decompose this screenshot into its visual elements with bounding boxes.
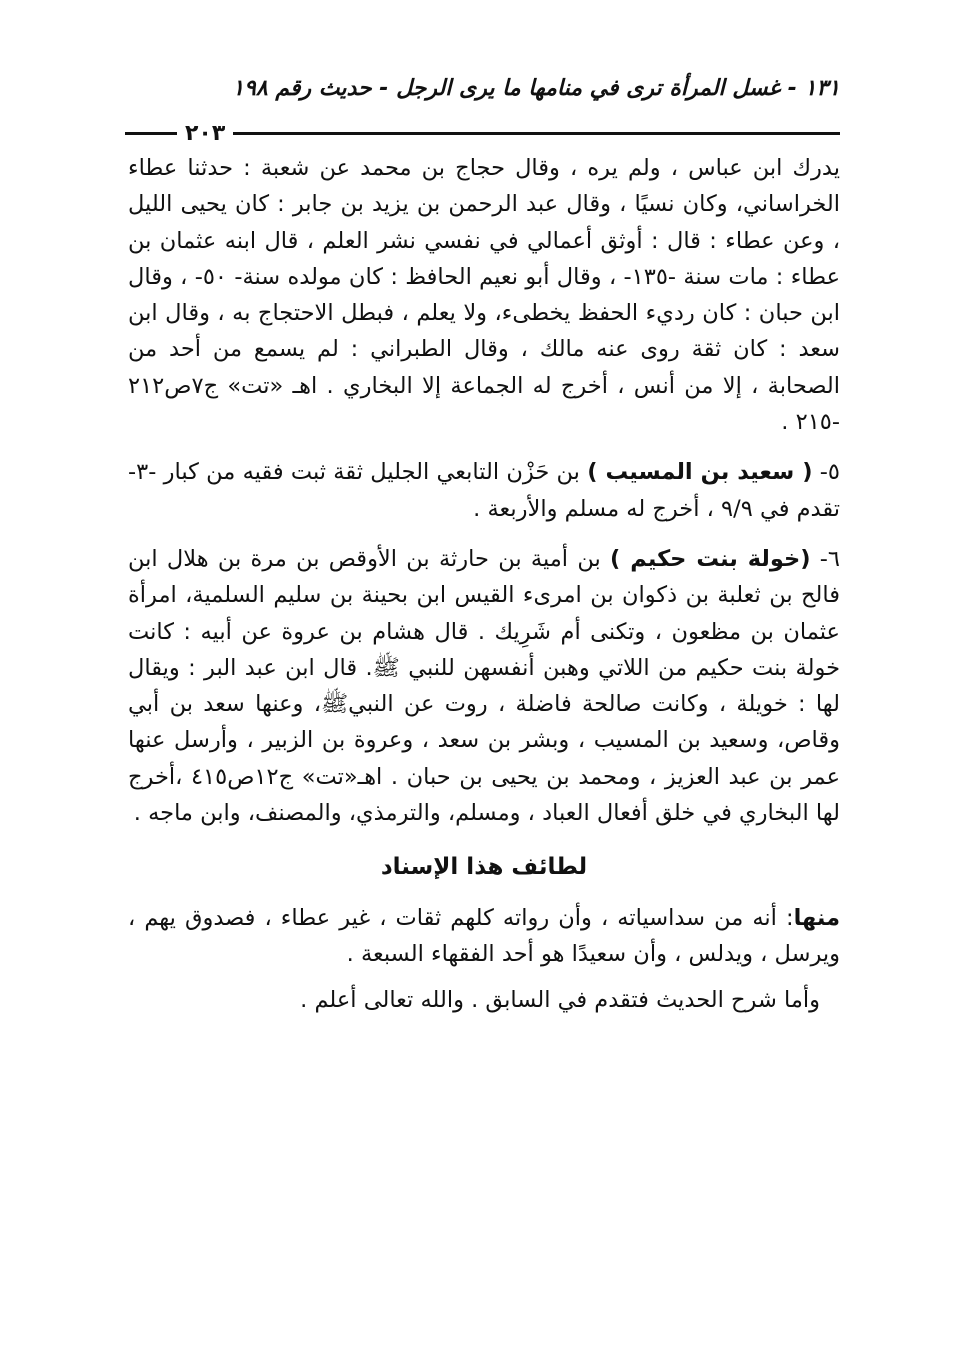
narrator-name: (خولة بنت حكيم ) <box>610 545 811 572</box>
paragraph-closing <box>128 982 840 1018</box>
paragraph-said-ibn-musayyib <box>128 454 840 527</box>
section-heading: لطائف هذا الإسناد <box>380 854 588 881</box>
text-run: : أنه من سداسياته ، وأن رواته كلهم ثقات ، غير عطاء ، فصدوق يهم ، ويرسل ، ويدلس ، وأن سعيدًا هو أحد الفقهاء السبعة . <box>128 904 840 967</box>
paragraph-ata-biography <box>128 150 840 440</box>
running-title: ١٣١ - غسل المرأة ترى في منامها ما يرى الرجل - حديث رقم ١٩٨ <box>232 76 840 101</box>
text-run: بن أمية بن حارثة بن الأوقص بن مرة بن هلال ابن فالح بن ثعلبة بن ذكوان بن امرىء القيس ابن بحينة بن سليم السلمية، امرأة عثمان بن مظعون ، وتكنى أم شَرِيك . قال هشام بن عروة عن أبيه : كانت خولة بنت حكيم من اللاتي وهبن أنفسهن للنبي ﷺ. قال ابن عبد البر : ويقال لها : خويلة ، وكانت صالحة فاضلة ، روت عن النبيﷺ، وعنها سعد بن أبي وقاص، وسعيد بن المسيب ، وبشر بن سعد ، وعروة بن الزبير ، وأرسل عنها عمر بن عبد العزيز ، ومحمد بن يحيى بن حبان . اهـ«تت» ج١٢ص٤١٥ ،أخرج لها البخاري في خلق أفعال العباد ، ومسلم، والترمذي، والمصنف، وابن ماجه . <box>128 545 840 827</box>
paragraph-khawla-bint-hakim <box>128 541 840 831</box>
narrator-name: ( سعيد بن المسيب ) <box>587 459 813 486</box>
page-header <box>125 74 840 146</box>
text-run: يدرك ابن عباس ، ولم يره ، وقال حجاج بن محمد عن شعبة : حدثنا عطاء الخراساني، وكان نسيًا ، وقال عبد الرحمن بن يزيد بن جابر : كان يحيى الليل ، وعن عطاء : قال : أوثق أعمالي في نفسي نشر العلم ، قال ابنه عثمان بن عطاء : مات سنة -١٣٥- ، وقال أبو نعيم الحافظ : كان مولده سنة- ٥٠- ، وقال ابن حبان : كان رديء الحفظ يخطىء، ولا يعلم ، فبطل الاحتجاج به ، وقال ابن سعد : كان ثقة روى عنه مالك ، وقال الطبراني : لم يسمع من أحد من الصحابة ، إلا من أنس ، أخرج له الجماعة إلا البخاري . اهـ «تت» ج٧ص٢١٢ -٢١٥ . <box>128 155 841 436</box>
page-number: ٢٠٣ <box>177 121 233 146</box>
text-run: ٥- <box>812 459 840 486</box>
text-run: وأما شرح الحديث فتقدم في السابق . والله تعالى أعلم . <box>300 987 820 1014</box>
text-run: ٦- <box>810 545 840 572</box>
paragraph-benefits <box>128 900 840 973</box>
benefit-label: منها <box>793 904 840 931</box>
text-run: بن حَزْن التابعي الجليل ثقة ثبت فقيه من كبار -٣- تقدم في ٩/٩ ، أخرج له مسلم والأربعة . <box>128 459 840 522</box>
page-body <box>128 150 840 1019</box>
